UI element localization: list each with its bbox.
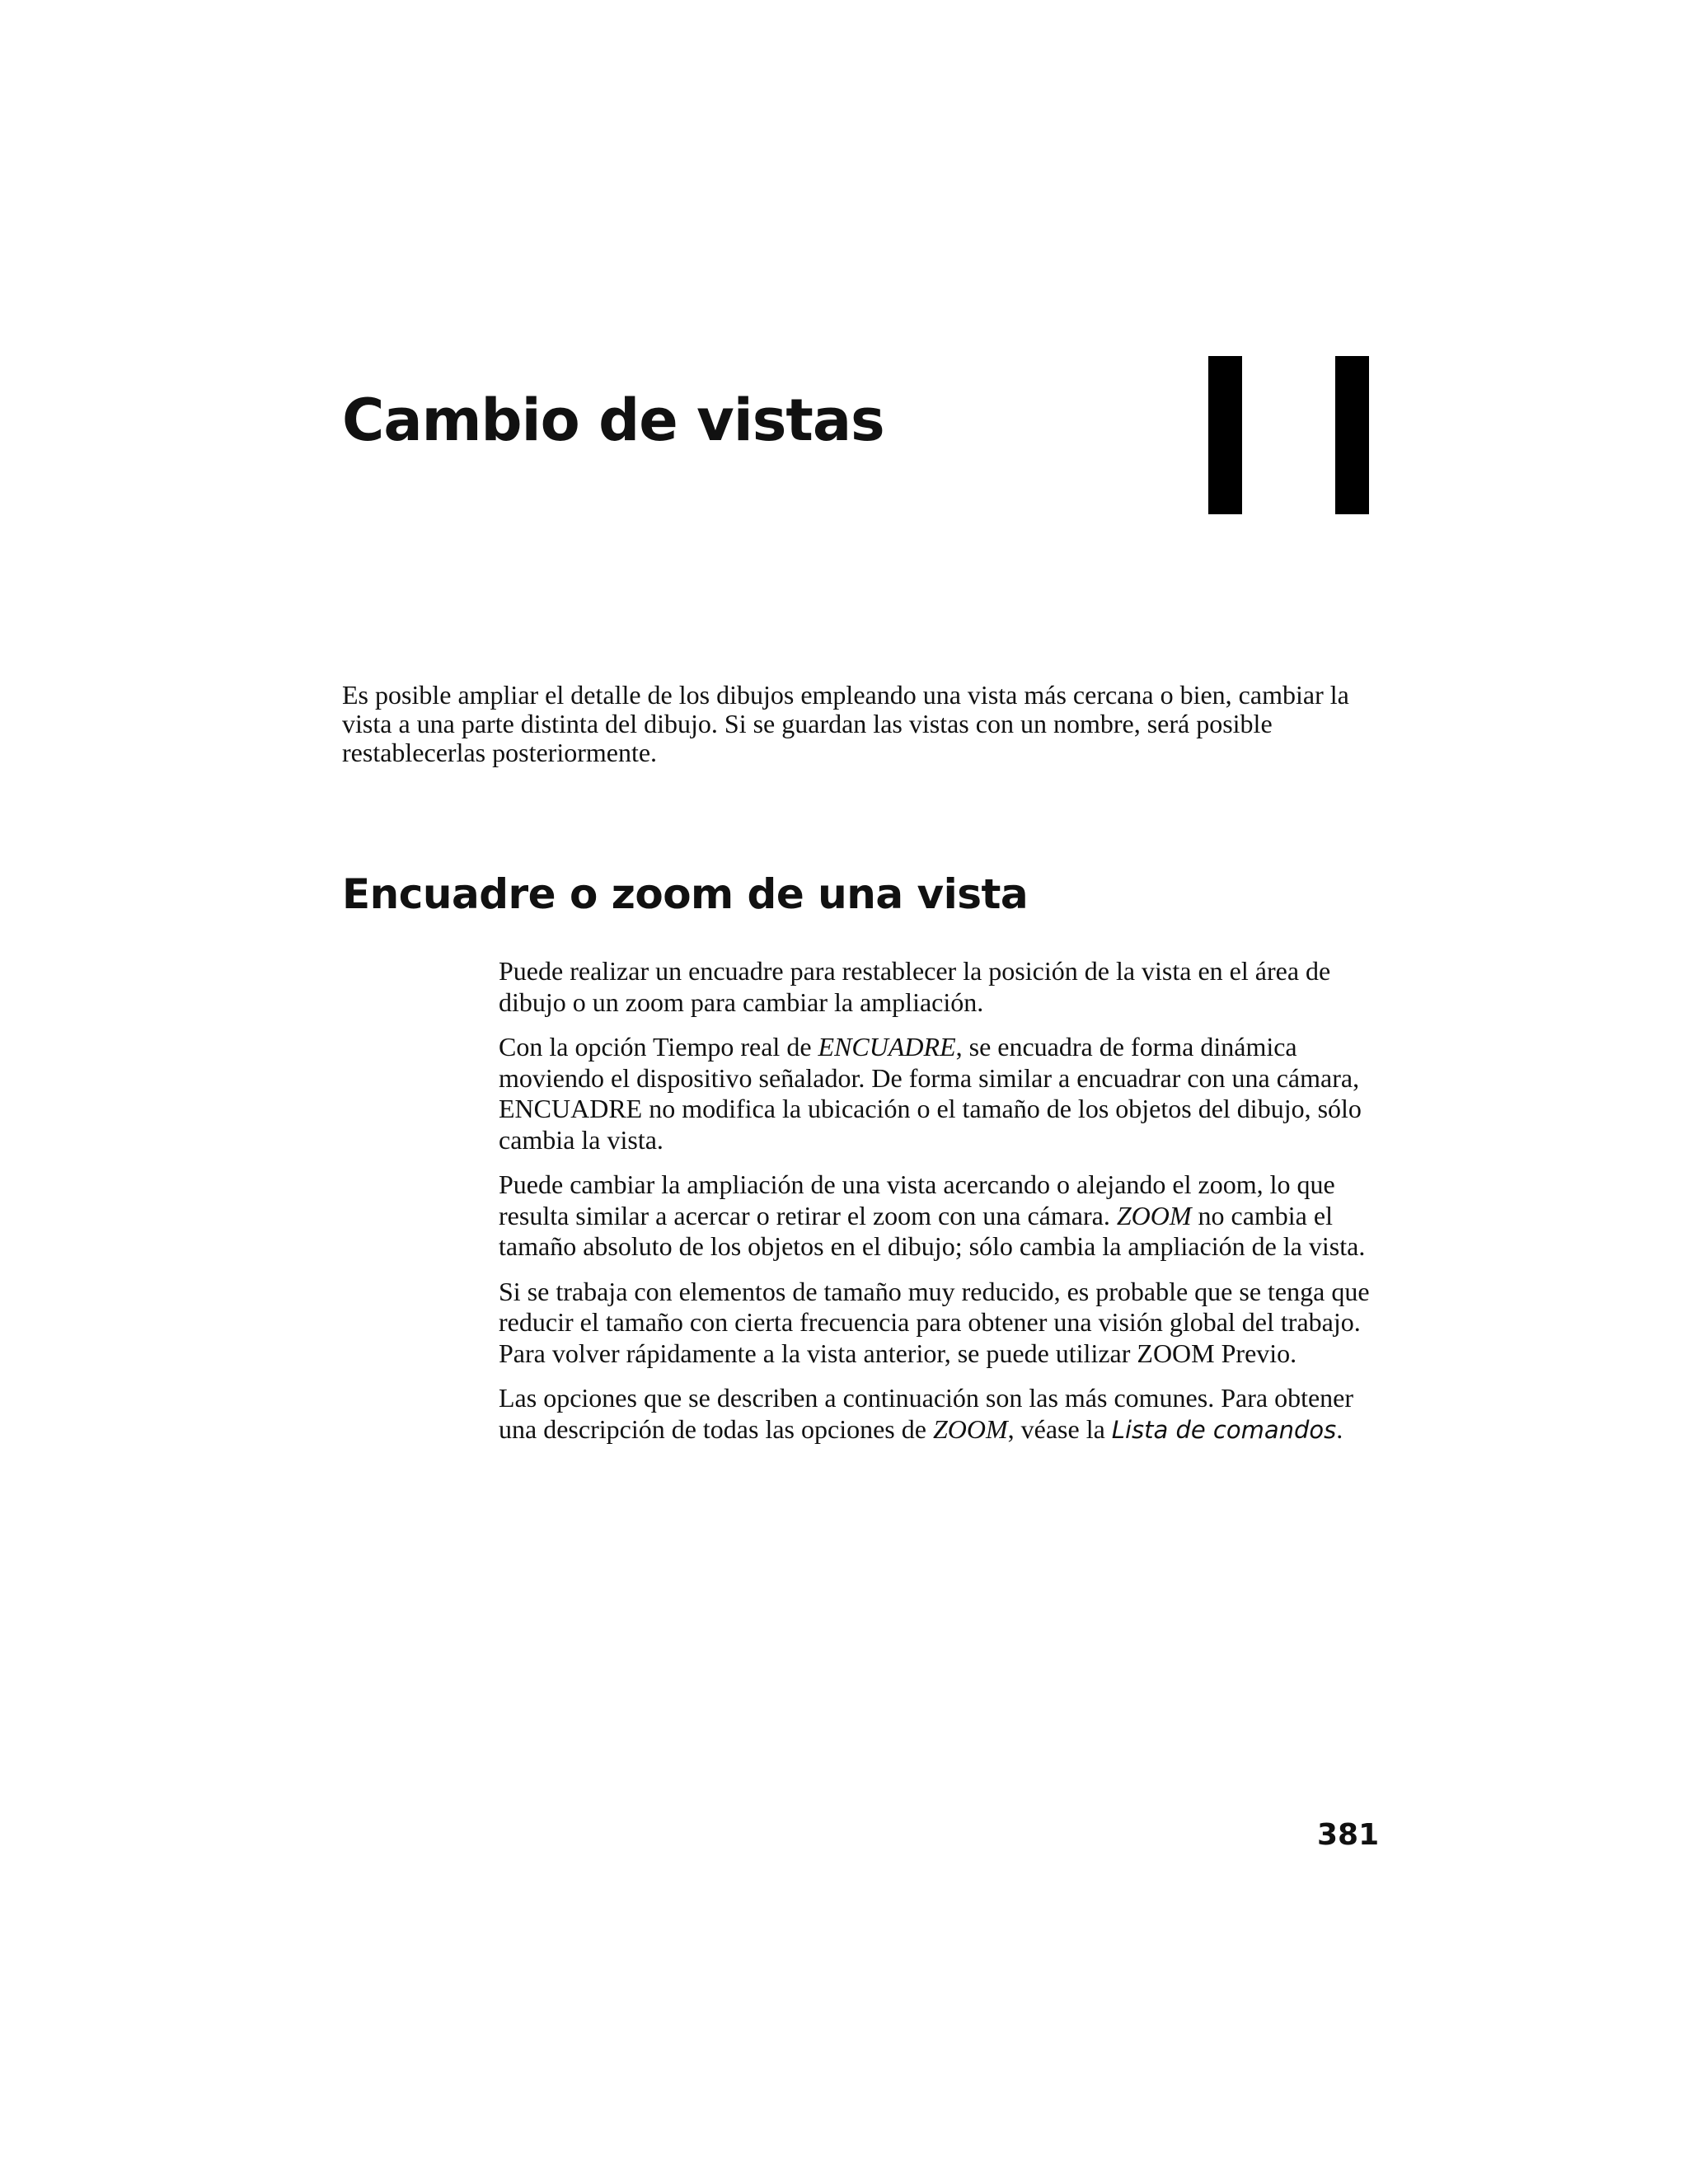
command-name-zoom: ZOOM	[932, 1413, 1008, 1444]
paragraph-2: Con la opción Tiempo real de ENCUADRE, se encuadra de forma dinámica moviendo el dispositivo señalador. De forma similar a encuadrar con una cámara, ENCUADRE no modifica la ubicación o el tamaño de los objetos del dibujo, sólo cambia la vista.	[499, 1032, 1362, 1155]
chapter-number-digit-1	[1208, 356, 1242, 514]
chapter-number	[1208, 356, 1373, 514]
chapter-intro: Es posible ampliar el detalle de los dibujos empleando una vista más cercana o bien, cambiar la vista a una parte distinta del dibujo. Si se guardan las vistas con un nombre, será posible restablecerlas posteriormente.	[342, 680, 1349, 767]
reference-lista-de-comandos: Lista de comandos	[1111, 1415, 1337, 1444]
command-name-encuadre: ENCUADRE	[818, 1032, 956, 1062]
paragraph-5: Las opciones que se describen a continuación son las más comunes. Para obtener una descripción de todas las opciones de ZOOM, véase la Lista de comandos.	[499, 1383, 1354, 1444]
command-name-zoom: ZOOM	[1116, 1200, 1192, 1230]
section-body	[499, 956, 1397, 1460]
chapter-number-digit-2	[1335, 356, 1369, 514]
chapter-title: Cambio de vistas	[342, 387, 884, 454]
paragraph-3: Puede cambiar la ampliación de una vista acercando o alejando el zoom, lo que resulta similar a acercar o retirar el zoom con una cámara. ZOOM no cambia el tamaño absoluto de los objetos en el dibujo; sólo cambia la ampliación de la vista.	[499, 1169, 1366, 1261]
section-heading: Encuadre o zoom de una vista	[342, 870, 1029, 918]
page-number: 381	[1317, 1818, 1380, 1852]
paragraph-1: Puede realizar un encuadre para restablecer la posición de la vista en el área de dibujo o un zoom para cambiar la ampliación.	[499, 956, 1331, 1017]
paragraph-4: Si se trabaja con elementos de tamaño muy reducido, es probable que se tenga que reducir el tamaño con cierta frecuencia para obtener una visión global del trabajo. Para volver rápidamente a la vista anterior, se puede utilizar ZOOM Previo.	[499, 1276, 1370, 1368]
